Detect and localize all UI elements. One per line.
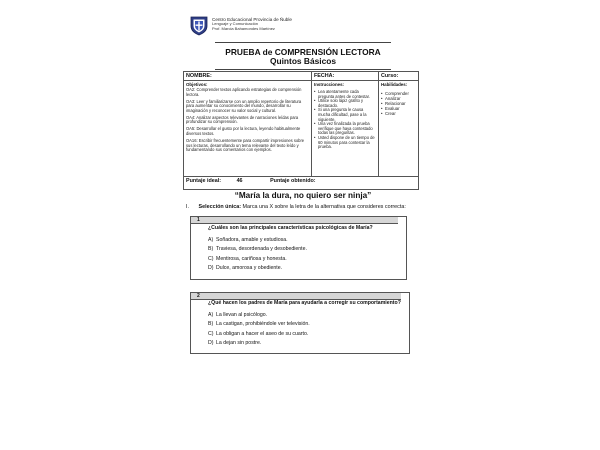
option-letter: C) [208,330,214,337]
option-text: Soñadora, amable y estudiosa. [216,237,288,243]
instruccion-item: • Usted dispone de un tiempo de 60 minutos para contestar la prueba. [314,136,376,150]
curso-label: Curso: [381,73,399,79]
shield-crest-icon [190,16,208,36]
option-letter: B) [208,321,214,328]
answer-option-a[interactable] [208,311,310,320]
title-bottom-rule [215,69,391,70]
option-text: La obligan a hacer el aseo de su cuarto. [216,330,309,337]
habilidad-item: • Relacionar [381,101,416,106]
page-title: PRUEBA de COMPRENSIÓN LECTORA [225,47,381,57]
question-text: ¿Qué hacen los padres de María para ayudarla a corregir su comportamiento? [208,300,401,306]
puntaje-ideal-value: 46 [236,178,243,184]
instrucciones-label: Instrucciones: [314,82,345,87]
answer-option-c[interactable] [208,330,310,339]
nombre-label: NOMBRE: [186,73,212,79]
curso-field[interactable] [379,72,419,81]
school-header [212,18,292,31]
habilidad-item: • Evaluar [381,106,416,111]
fecha-label: FECHA: [314,73,335,79]
question-box-1 [190,216,407,280]
objetivo-item: OA16: Escribir frecuentemente para compartir impresiones sobre sus lecturas, desarrollando un tema relevante del texto leído y fundamentando sus comentarios con ejemplos. [186,137,305,153]
objetivo-item: OA2: Comprender textos aplicando estrategias de comprensión lectora. [186,87,302,97]
objetivo-item: OA3: Leer y familiarizarse con un amplio repertorio de literatura para aumentar su conocimiento del mundo, desarrollar su imaginación y reconocer su valor social y cultural. [186,98,302,113]
option-text: La castigan, prohibiéndole ver televisión. [216,321,310,328]
habilidad-item: • Comprender [381,91,416,96]
habilidades-cell [379,81,419,177]
question-number: 2 [191,293,401,300]
school-subject: Lenguaje y Comunicación [212,21,259,27]
story-title: “María la dura, no quiero ser ninja” [234,191,372,200]
option-letter: D) [208,264,214,271]
puntaje-ideal-label: Puntaje ideal: [186,178,222,184]
instruccion-item: • Si una pregunta le causa mucha dificultad, pase a la siguiente. [314,108,376,122]
answer-options [208,236,307,273]
answer-option-a[interactable] [208,236,307,245]
option-text: Traviesa, desordenada y desobediente. [216,246,307,253]
option-text: Dulce, amorosa y obediente. [216,264,283,271]
objetivo-item: OA5: Desarrollar el gusto por la lectura, leyendo habitualmente diversos textos. [186,126,301,136]
instruccion-item: • Utilice solo lápiz grafito y destacado. [314,99,376,108]
section-label: Selección única: [198,204,242,210]
question-text: ¿Cuáles son las principales características psicológicas de María? [208,225,373,231]
option-letter: C) [208,255,214,262]
nombre-field[interactable] [184,72,312,81]
title-top-rule [215,42,391,43]
instruccion-item: • Una vez finalizada la prueba verifique que haya contestado todas las preguntas. [314,122,376,136]
habilidad-item: • Analizar [381,96,416,101]
objetivo-item: OA4: Analizar aspectos relevantes de narraciones leídas para profundizar su comprensión. [186,114,299,125]
instruccion-item: • Lea atentamente cada pregunta antes de contestar. [314,90,376,99]
habilidades-label: Habilidades: [381,82,408,87]
puntaje-row [184,177,419,190]
objetivos-label: Objetivos: [186,82,208,87]
question-box-2 [190,292,410,354]
option-letter: A) [208,237,214,243]
answer-option-d[interactable] [208,339,310,348]
option-letter: A) [208,312,214,318]
habilidad-item: • Crear [381,111,416,116]
section-number: I. [186,204,189,210]
question-number: 1 [191,217,398,224]
option-letter: D) [208,339,214,346]
answer-option-b[interactable] [208,320,310,329]
answer-option-b[interactable] [208,245,307,254]
answer-option-d[interactable] [208,264,307,273]
school-name: Centro Educacional Provincia de Ñuble [212,17,292,22]
instrucciones-cell [312,81,379,177]
section-instruction [186,204,406,210]
school-teacher: Prof. Marcia Bahamondes Martínez [212,25,275,31]
option-text: La llevan al psicólogo. [216,312,268,318]
answer-options [208,311,310,348]
info-table [183,71,419,190]
title-block [215,42,391,70]
option-letter: B) [208,246,214,253]
page-subtitle: Quintos Básicos [269,56,337,66]
puntaje-obtenido-label: Puntaje obtenido: [270,178,316,184]
option-text: Mentirosa, cariñosa y honesta. [216,255,287,262]
option-text: La dejan sin postre. [216,339,262,346]
answer-option-c[interactable] [208,255,307,264]
fecha-field[interactable] [312,72,379,81]
section-text: Marca una X sobre la letra de la alternativa que consideres correcta: [242,204,406,210]
objetivos-cell [184,81,312,177]
